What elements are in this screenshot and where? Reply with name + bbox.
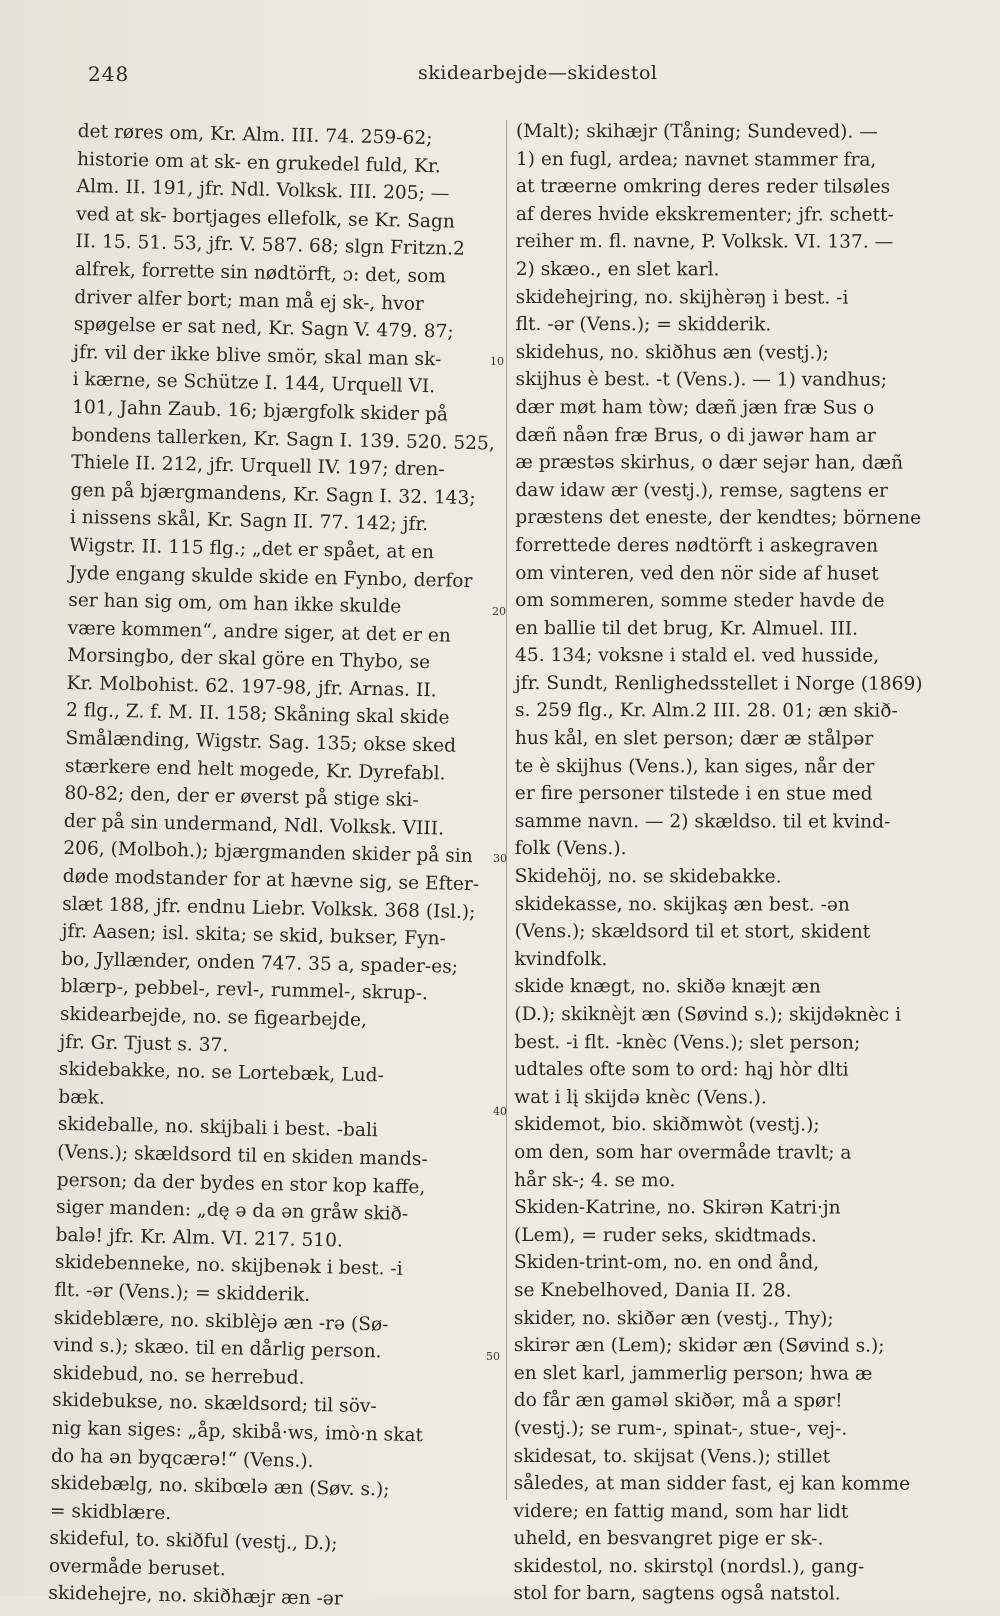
- text-line: 45. 134; voksne i stald el. ved husside,: [515, 645, 880, 667]
- text-line: skidekasse, no. skijkaş æn best. -ən: [514, 893, 850, 916]
- text-line: skidehejring, no. skijhèrəŋ i best. -i: [515, 286, 849, 309]
- text-line: af deres hvide ekskrementer; jfr. schett-: [515, 203, 894, 226]
- text-line: (Vens.); skældsord til et stort, skident: [514, 921, 871, 943]
- text-line: jfr. Sundt, Renlighedsstellet i Norge (1869): [514, 672, 923, 695]
- text-line: alfrek, forrette sin nødtörft, ɔ: det, som: [74, 258, 447, 288]
- text-line: skideballe, no. skijbali i best. -bali: [57, 1114, 379, 1142]
- text-line: 1) en fugl, ardea; navnet stammer fra,: [515, 148, 877, 171]
- text-line: 2) skæo., en slet karl.: [515, 258, 720, 281]
- text-line: uheld, en besvangret pige er sk-.: [513, 1528, 824, 1550]
- text-line: skidebakke, no. se Lortebæk, Lud-: [58, 1058, 385, 1087]
- margin-line-number: 30: [493, 852, 507, 865]
- text-line: det røres om, Kr. Alm. III. 74. 259-62;: [77, 120, 433, 150]
- text-line: s. 259 flg., Kr. Alm.2 III. 28. 01; æn skið-: [514, 700, 898, 723]
- text-line: skidebenneke, no. skijbenək i best. -i: [54, 1252, 403, 1281]
- text-line: præstens det eneste, der kendtes; börnene: [515, 507, 922, 530]
- text-line: = skidblære.: [49, 1500, 172, 1524]
- text-line: skidemot, bio. skiðmwòt (vestj.);: [514, 1114, 820, 1136]
- text-line: 2 flg., Z. f. M. II. 158; Skåning skal skide: [65, 700, 450, 730]
- margin-line-number: 20: [492, 605, 506, 618]
- text-line: jfr. Gr. Tjust s. 37.: [59, 1031, 229, 1056]
- text-line: skidearbejde, no. se figearbejde,: [59, 1003, 368, 1031]
- text-line: Thiele II. 212, jfr. Urquell IV. 197; dren-: [70, 452, 445, 481]
- text-line: skideful, to. skiðful (vestj., D.);: [49, 1527, 338, 1555]
- text-line: således, at man sidder fast, ej kan komme: [513, 1473, 911, 1495]
- text-line: do får æn gaməl skiðər, må a spør!: [513, 1390, 843, 1412]
- right-column: [513, 118, 956, 1609]
- text-line: (vestj.); se rum-, spinat-, stue-, vej-.: [513, 1417, 848, 1440]
- text-line: skidehus, no. skiðhus æn (vestj.);: [515, 341, 829, 364]
- text-line: dær møt ham tòw; dæñ jæn fræ Sus o: [515, 396, 875, 419]
- text-line: er fire personer tilstede i en stue med: [514, 783, 873, 805]
- text-line: 206, (Molboh.); bjærgmanden skider på sin: [63, 838, 473, 868]
- text-line: blærp-, pebbel-, revl-, rummel-, skrup-.: [60, 976, 429, 1005]
- page-header: [88, 62, 948, 96]
- text-line: bondens tallerken, Kr. Sagn I. 139. 520. 525,: [71, 424, 495, 454]
- text-line: overmåde beruset.: [48, 1555, 226, 1581]
- text-line: stærkere end helt mogede, Kr. Dyrefabl.: [64, 755, 446, 785]
- text-line: gen på bjærgmandens, Kr. Sagn I. 32. 143;: [70, 479, 476, 509]
- text-line: kvindfolk.: [514, 948, 608, 970]
- text-line: balə! jfr. Kr. Alm. VI. 217. 510.: [55, 1224, 344, 1252]
- text-line: (Vens.); skældsord til en skiden mands-: [57, 1141, 428, 1171]
- text-line: Morsingbo, der skal göre en Thybo, se: [66, 645, 431, 674]
- text-line: en slet karl, jammerlig person; hwa æ: [513, 1362, 873, 1385]
- margin-line-number: 40: [493, 1105, 507, 1118]
- text-line: jfr. vil der ikke blive smör, skal man sk-: [73, 341, 442, 371]
- text-line: slæt 188, jfr. endnu Liebr. Volksk. 368 (Isl.);: [62, 893, 476, 923]
- text-line: skideblære, no. skiblèjə æn -rə (Sø-: [53, 1307, 389, 1336]
- margin-line-number: 10: [490, 355, 504, 368]
- text-line: Skiden-Katrine, no. Skirən Katri·jn: [514, 1197, 841, 1219]
- text-line: flt. -ər (Vens.); = skidderik.: [54, 1279, 311, 1306]
- column-divider: [506, 120, 507, 1500]
- text-line: 101, Jahn Zaub. 16; bjærgfolk skider på: [71, 396, 449, 426]
- text-line: vind s.); skæo. til en dårlig person.: [53, 1334, 382, 1363]
- text-line: Skiden-trint-om, no. en ond ånd,: [513, 1252, 820, 1274]
- text-line: jfr. Aasen; isl. skita; se skid, bukser, Fyn-: [61, 921, 447, 950]
- text-line: skider, no. skiðər æn (vestj., Thy);: [513, 1307, 834, 1330]
- text-line: Wigstr. II. 115 flg.; „det er spået, at en: [69, 534, 435, 564]
- text-line: videre; en fattig mand, som har lidt: [513, 1500, 849, 1523]
- text-line: om den, som har overmåde travlt; a: [514, 1141, 852, 1164]
- text-line: Skidehöj, no. se skidebakke.: [514, 866, 782, 888]
- text-line: historie om at sk- en grukedel fuld, Kr.: [76, 148, 441, 177]
- text-line: æ præstəs skirhus, o dær sejər han, dæñ: [515, 452, 904, 474]
- text-line: flt. -ər (Vens.); = skidderik.: [515, 314, 772, 336]
- text-line: driver alfer bort; man må ej sk-, hvor: [74, 286, 424, 315]
- page-number: 248: [88, 62, 130, 86]
- text-line: udtales ofte som to ord: hąj hòr dlti: [514, 1059, 849, 1081]
- text-line: ser han sig om, om han ikke skulde: [68, 589, 402, 618]
- text-line: wat i lį skijdə knèc (Vens.).: [514, 1086, 767, 1109]
- text-line: samme navn. — 2) skældso. til et kvind-: [514, 810, 891, 833]
- text-line: bæk.: [58, 1086, 106, 1109]
- text-line: om sommeren, somme steder havde de: [515, 590, 885, 612]
- text-line: i kærne, se Schütze I. 144, Urquell VI.: [72, 369, 436, 398]
- text-line: hus kål, en slet person; dær æ stålpər: [514, 728, 874, 750]
- text-line: bo, Jyllænder, onden 747. 35 a, spader-es;: [60, 948, 459, 978]
- text-line: skidestol, no. skirstǫl (nordsl.), gang-: [513, 1555, 865, 1578]
- text-line: skijhus è best. -t (Vens.). — 1) vandhus;: [515, 369, 888, 391]
- left-column: [48, 118, 498, 1616]
- text-line: døde modstander for at hævne sig, se Efter-: [62, 865, 480, 896]
- margin-line-number: 50: [486, 1350, 500, 1363]
- text-line: stol for barn, sagtens også natstol.: [513, 1583, 841, 1606]
- text-line: siger manden: „dę ə da ən gråw skið-: [55, 1196, 409, 1225]
- text-line: en ballie til det brug, Kr. Almuel. III.: [515, 617, 859, 640]
- text-line: nig kan siges: „åp, skibå·ws, imò·n skat: [51, 1417, 424, 1447]
- text-line: 80-82; den, der er øverst på stige ski-: [64, 783, 419, 812]
- text-line: best. -i flt. -knèc (Vens.); slet person;: [514, 1031, 861, 1054]
- text-line: folk (Vens.).: [514, 838, 627, 860]
- text-line: dæñ nåən fræ Brus, o di jawər ham ar: [515, 424, 876, 447]
- text-line: II. 15. 51. 53, jfr. V. 587. 68; slgn Fritzn.2: [75, 231, 466, 261]
- text-line: te è skijhus (Vens.), kan siges, når der: [514, 755, 875, 778]
- text-line: at træerne omkring deres reder tilsøles: [515, 176, 891, 198]
- text-line: skidehejre, no. skiðhæjr æn -ər: [48, 1583, 343, 1611]
- text-line: (Malt); skihæjr (Tåning; Sundeved). —: [515, 120, 878, 143]
- text-line: skirər æn (Lem); skidər æn (Søvind s.);: [513, 1335, 885, 1357]
- text-line: Kr. Molbohist. 62. 197-98, jfr. Arnas. II.: [66, 672, 437, 702]
- text-line: (Lem), = ruder seks, skidtmads.: [514, 1224, 817, 1247]
- text-line: forrettede deres nødtörft i askegraven: [515, 534, 879, 557]
- text-line: være kommen“, andre siger, at det er en: [67, 617, 452, 647]
- text-line: om vinteren, ved den nör side af huset: [515, 562, 879, 585]
- text-line: skidesat, to. skijsat (Vens.); stillet: [513, 1445, 831, 1468]
- text-line: spøgelse er sat ned, Kr. Sagn V. 479. 87;: [73, 314, 454, 343]
- text-line: skidebud, no. se herrebud.: [52, 1362, 305, 1389]
- text-line: Smålænding, Wigstr. Sag. 135; okse sked: [65, 727, 457, 757]
- text-line: skidebælg, no. skibœlə æn (Søv. s.);: [50, 1472, 390, 1501]
- text-line: skide knægt, no. skiðə knæjt æn: [514, 976, 821, 998]
- text-line: do ha ən byqcærə!“ (Vens.).: [50, 1445, 314, 1472]
- text-line: (D.); skiknèjt æn (Søvind s.); skijdəknèc i: [514, 1003, 902, 1026]
- text-line: hår sk-; 4. se mo.: [514, 1169, 676, 1191]
- text-line: Alm. II. 191, jfr. Ndl. Volksk. III. 205; —: [76, 176, 450, 205]
- text-line: skidebukse, no. skældsord; til söv-: [52, 1390, 377, 1418]
- text-line: i nissens skål, Kr. Sagn II. 77. 142; jfr.: [69, 507, 429, 536]
- running-title: skidearbejde—skidestol: [418, 62, 658, 84]
- text-line: ved at sk- bortjages ellefolk, se Kr. Sagn: [75, 203, 456, 233]
- text-line: Jyde engang skulde skide en Fynbo, derfor: [68, 562, 473, 592]
- text-line: der på sin undermand, Ndl. Volksk. VIII.: [63, 810, 445, 840]
- text-line: person; da der bydes en stor kop kaffe,: [56, 1169, 426, 1198]
- text-line: se Knebelhoved, Dania II. 28.: [513, 1279, 792, 1302]
- text-line: daw idaw ær (vestj.), remse, sagtens er: [515, 479, 888, 502]
- text-line: reiher m. fl. navne, P. Volksk. VI. 137. —: [515, 231, 894, 254]
